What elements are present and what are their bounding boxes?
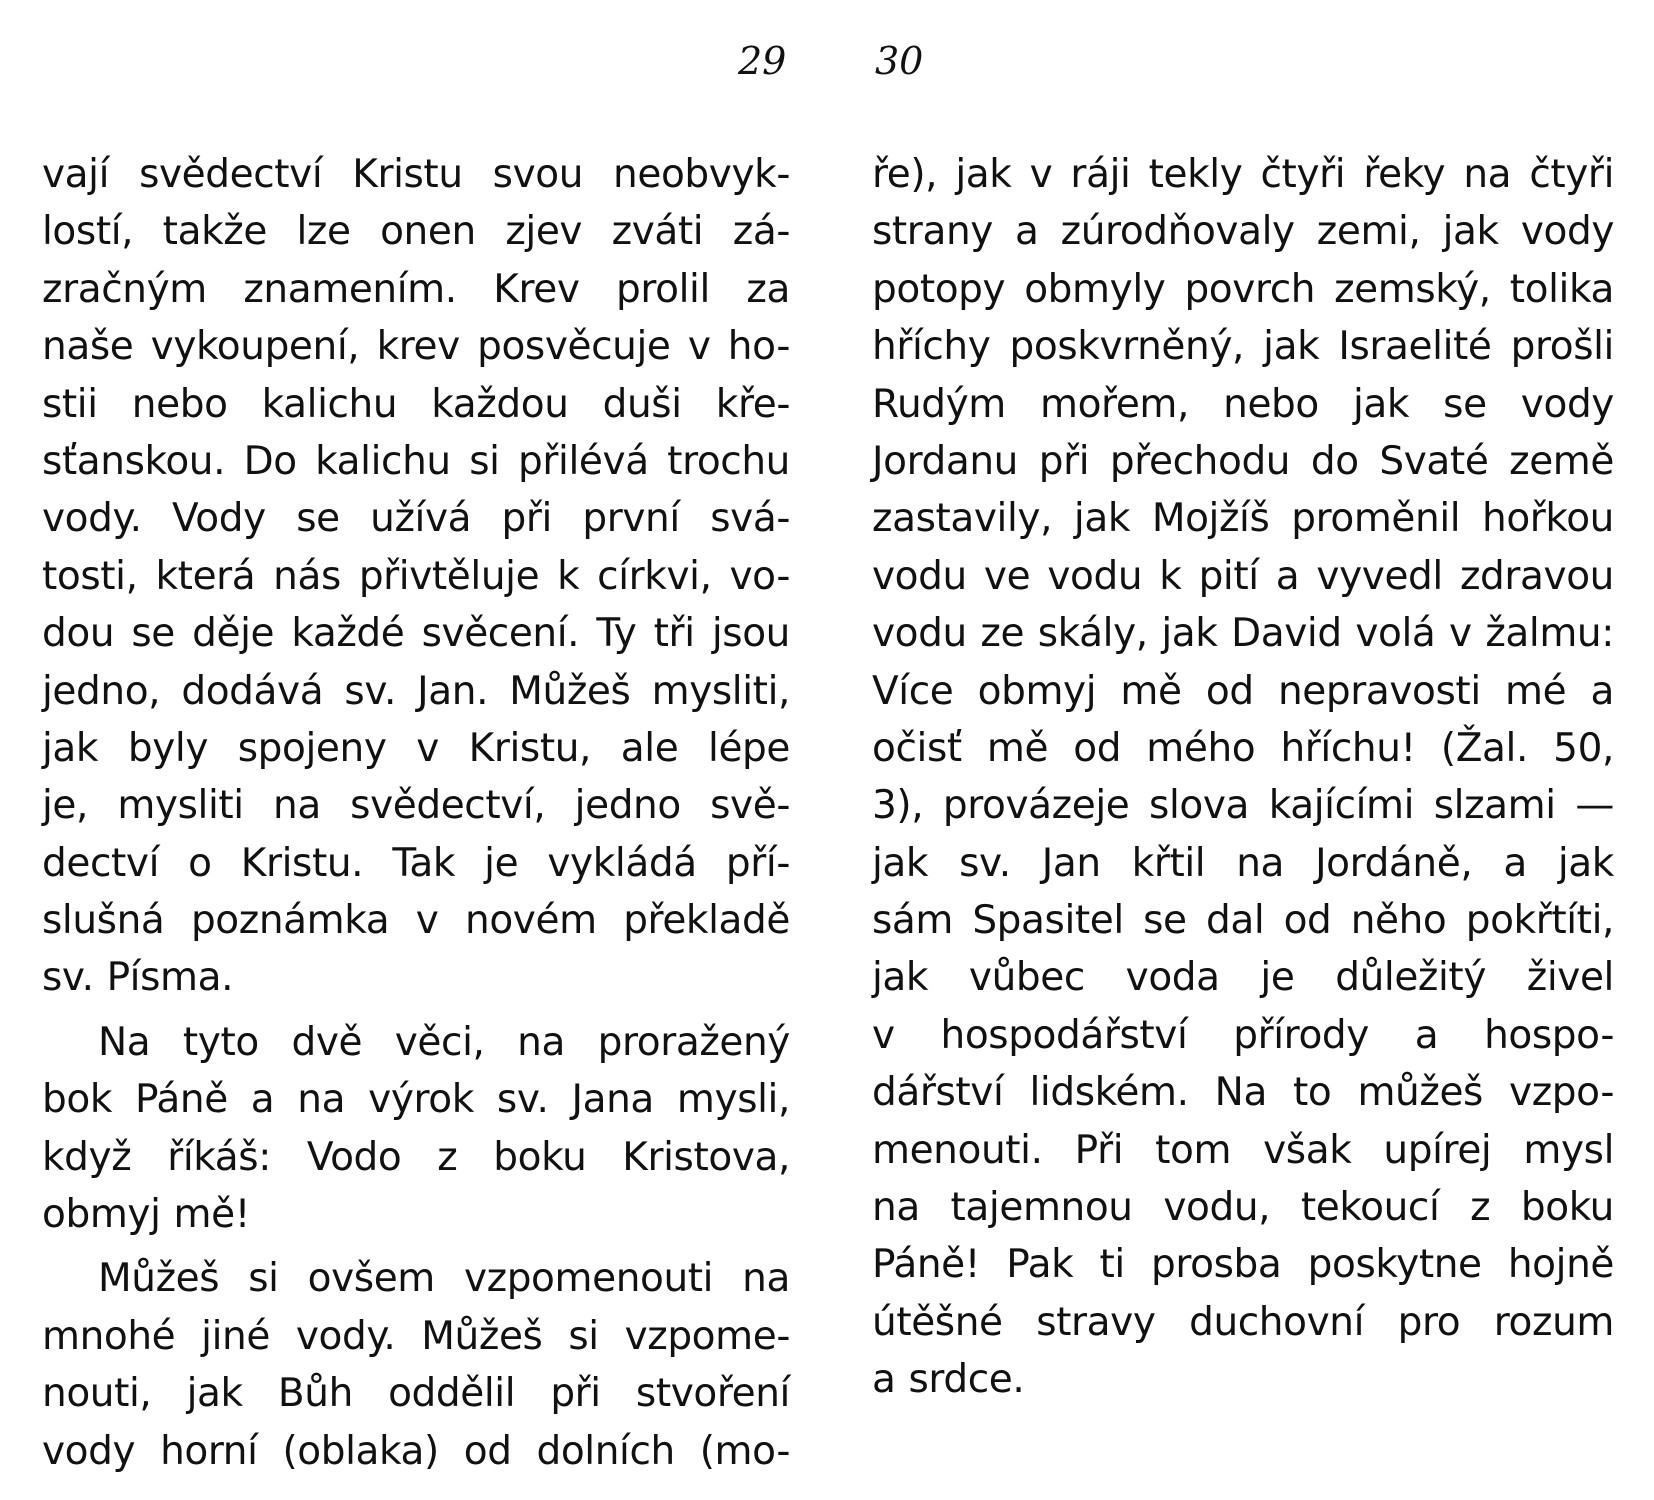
text-line: zastavily, jak Mojžíš proměnil hořkou [872,496,1614,542]
text-line: slušná poznámka v novém překladě [42,898,790,944]
text-line: nouti, jak Bůh oddělil při stvoření [42,1371,790,1417]
text-line: sv. Písma. [42,955,234,1001]
text-line: stii nebo kalichu každou duši kře- [42,381,790,427]
text-line: zračným znamením. Krev prolil za [42,266,790,312]
text-line: Jordanu při přechodu do Svaté země [872,438,1614,484]
text-line: vají svědectví Kristu svou neobvyk- [42,152,790,197]
text-line: potopy obmyly povrch zemský, tolika [872,266,1614,312]
text-line: naše vykoupení, krev posvěcuje v ho- [42,324,790,370]
text-line: sťanskou. Do kalichu si přilévá trochu [42,438,790,484]
text-line: Rudým mořem, nebo jak se vody [872,381,1614,427]
paragraph-start-line: Na tyto dvě věci, na proražený [98,1019,790,1065]
right-page-text [872,146,1614,1409]
text-line: sám Spasitel se dal od něho pokřtíti, [872,898,1614,944]
text-line: očisť mě od mého hříchu! (Žal. 50, [872,725,1614,771]
text-line: je, mysliti na svědectví, jedno svě- [42,783,790,829]
text-line: jak vůbec voda je důležitý živel [872,955,1614,1001]
text-line: v hospodářství přírody a hospo- [872,1012,1614,1058]
text-line: lostí, takže lze onen zjev zváti zá- [42,209,790,255]
text-line: jedno, dodává sv. Jan. Můžeš mysliti, [42,668,790,714]
text-line: útěšné stravy duchovní pro rozum [872,1299,1614,1345]
text-line: a srdce. [872,1357,1025,1403]
text-line: dou se děje každé svěcení. Ty tři jsou [42,611,790,657]
text-line: když říkáš: Vodo z boku Kristova, [42,1134,790,1180]
text-line: hříchy poskvrněný, jak Israelité prošli [872,324,1614,370]
text-line: bok Páně a na výrok sv. Jana mysli, [42,1077,790,1123]
text-line: Více obmyj mě od nepravosti mé a [872,668,1614,714]
text-line: jak byly spojeny v Kristu, ale lépe [42,725,790,771]
text-line: 3), provázeje slova kajícími slzami — [872,783,1614,829]
text-line: vody. Vody se užívá při první svá- [42,496,790,542]
text-line: tosti, která nás přivtěluje k církvi, vo- [42,553,790,599]
text-line: strany a zúrodňovaly zemi, jak vody [872,209,1614,255]
text-line: jak sv. Jan křtil na Jordáně, a jak [872,840,1614,886]
text-line: Páně! Pak ti prosba poskytne hojně [872,1242,1614,1288]
text-line: na tajemnou vodu, tekoucí z boku [872,1185,1614,1231]
page-number-right: 30 [875,39,924,83]
text-line: vody horní (oblaka) od dolních (mo- [42,1428,790,1474]
text-line: dectví o Kristu. Tak je vykládá pří- [42,840,790,886]
text-line: dářství lidském. Na to můžeš vzpo- [872,1070,1614,1116]
left-page-text [42,146,790,1480]
text-line: vodu ve vodu k pití a vyvedl zdravou [872,553,1614,599]
text-line: mnohé jiné vody. Můžeš si vzpome- [42,1313,790,1359]
paragraph-start-line: Můžeš si ovšem vzpomenouti na [98,1256,790,1302]
text-line: obmyj mě! [42,1192,250,1238]
text-line: ře), jak v ráji tekly čtyři řeky na čtyři [872,152,1614,197]
page-number-left: 29 [738,39,787,83]
text-line: menouti. Při tom však upírej mysl [872,1127,1614,1173]
text-line: vodu ze skály, jak David volá v žalmu: [872,611,1614,657]
